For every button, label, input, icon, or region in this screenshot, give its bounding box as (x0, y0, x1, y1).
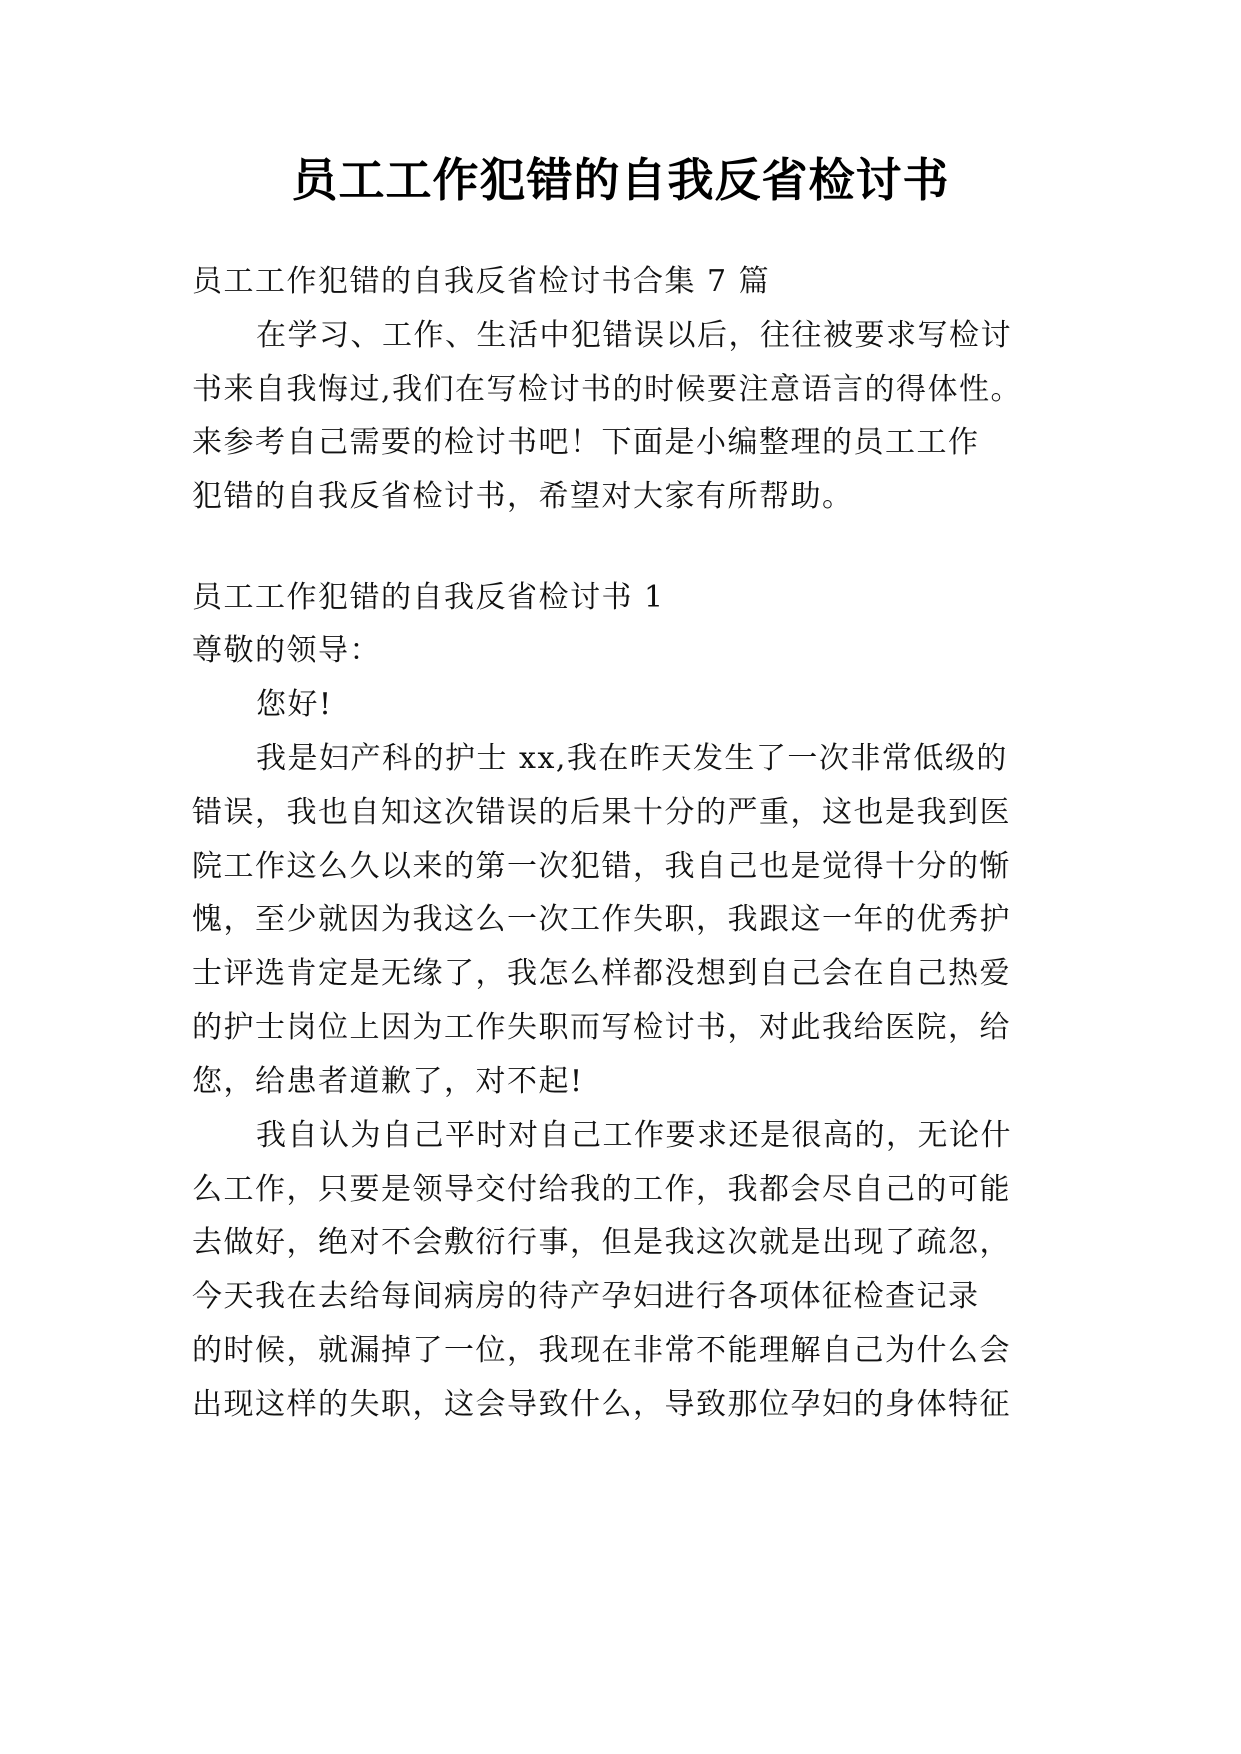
text-line: 您，给患者道歉了，对不起! (192, 1064, 584, 1099)
text-line: 出现这样的失职，这会导致什么，导致那位孕妇的身体特征 (192, 1387, 1011, 1422)
text-line: 书来自我悔过,我们在写检讨书的时候要注意语言的得体性。 (192, 372, 1023, 407)
document-title: 员工工作犯错的自我反省检讨书 (291, 153, 950, 207)
text-line: 的护士岗位上因为工作失职而写检讨书，对此我给医院，给 (192, 1010, 1011, 1045)
text-line: 愧，至少就因为我这么一次工作失职，我跟这一年的优秀护 (192, 902, 1011, 937)
text-line: 今天我在去给每间病房的待产孕妇进行各项体征检查记录 (192, 1279, 980, 1314)
text-line: 在学习、工作、生活中犯错误以后，往往被要求写检讨 (256, 318, 1012, 353)
document-subtitle: 员工工作犯错的自我反省检讨书合集 7 篇 (192, 264, 771, 299)
salutation: 尊敬的领导： (192, 633, 381, 668)
text-line: 院工作这么久以来的第一次犯错，我自己也是觉得十分的惭 (192, 849, 1011, 884)
text-line: 我是妇产科的护士 xx,我在昨天发生了一次非常低级的 (256, 741, 1008, 776)
text-line: 士评选肯定是无缘了，我怎么样都没想到自己会在自己热爱 (192, 956, 1011, 991)
text-line: 犯错的自我反省检讨书，希望对大家有所帮助。 (192, 479, 854, 514)
text-line: 我自认为自己平时对自己工作要求还是很高的，无论什 (256, 1118, 1012, 1153)
text-line: 的时候，就漏掉了一位，我现在非常不能理解自己为什么会 (192, 1333, 1011, 1368)
greeting: 您好! (256, 687, 333, 722)
text-line: 来参考自己需要的检讨书吧！下面是小编整理的员工工作 (192, 425, 980, 460)
text-line: 错误，我也自知这次错误的后果十分的严重，这也是我到医 (192, 795, 1011, 830)
text-line: 么工作，只要是领导交付给我的工作，我都会尽自己的可能 (192, 1172, 1011, 1207)
section-heading: 员工工作犯错的自我反省检讨书 1 (192, 580, 665, 615)
text-line: 去做好，绝对不会敷衍行事，但是我这次就是出现了疏忽， (192, 1225, 1011, 1260)
